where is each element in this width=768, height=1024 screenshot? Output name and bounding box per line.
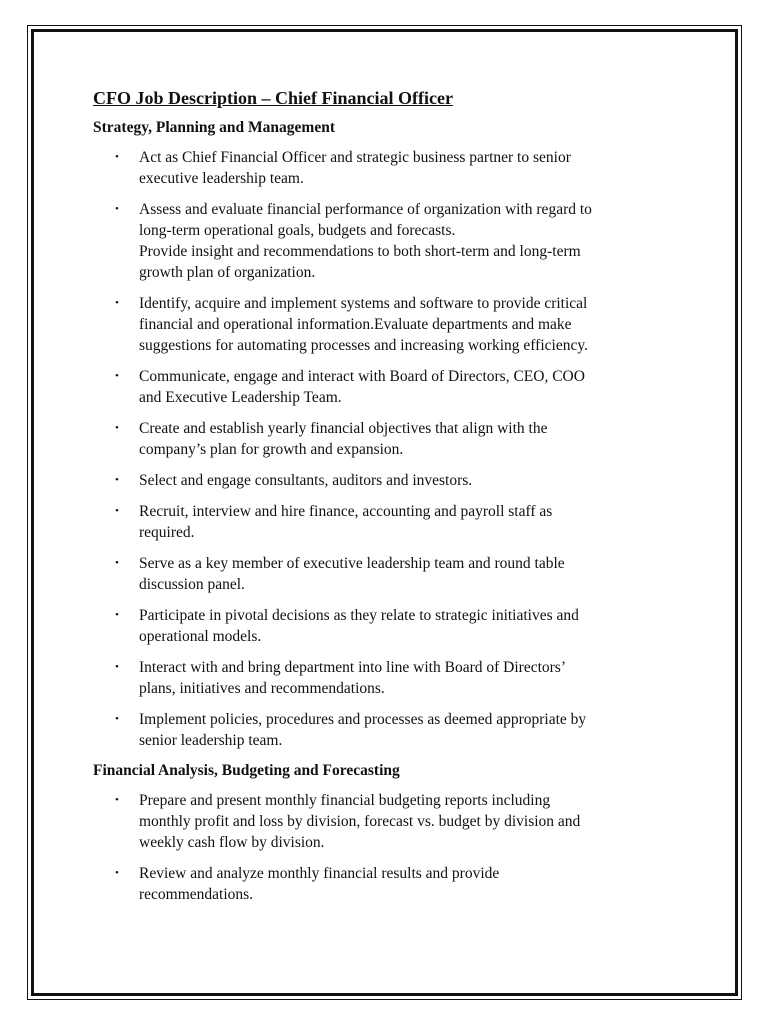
- list-item: [93, 199, 678, 283]
- list-item-line: and Executive Leadership Team.: [139, 389, 342, 406]
- list-item: [93, 657, 678, 699]
- list-item-line: Review and analyze monthly financial results and provide: [139, 865, 500, 882]
- list-item-line: Serve as a key member of executive leadership team and round table: [139, 555, 565, 572]
- list-item: [93, 470, 678, 491]
- bullet-icon: •: [115, 609, 119, 621]
- bullet-icon: •: [115, 474, 119, 486]
- list-item-line: financial and operational information.Evaluate departments and make: [139, 316, 572, 333]
- section-strategy: [93, 118, 678, 751]
- list-item: [93, 553, 678, 595]
- list-item-line: Create and establish yearly financial objectives that align with the: [139, 420, 548, 437]
- list-item-line: monthly profit and loss by division, forecast vs. budget by division and: [139, 813, 581, 830]
- bullet-icon: •: [115, 422, 119, 434]
- list-item-line: weekly cash flow by division.: [139, 834, 325, 851]
- bullet-icon: •: [115, 370, 119, 382]
- list-item: [93, 709, 678, 751]
- list-item: [93, 293, 678, 356]
- section-financial-analysis: [93, 761, 678, 905]
- list-item-line: long-term operational goals, budgets and forecasts.: [139, 222, 456, 239]
- bullet-icon: •: [115, 557, 119, 569]
- bullet-icon: •: [115, 151, 119, 163]
- list-item-line: senior leadership team.: [139, 732, 283, 749]
- list-item-line: Recruit, interview and hire finance, accounting and payroll staff as: [139, 503, 553, 520]
- document-body: [93, 86, 678, 915]
- list-item-line: company’s plan for growth and expansion.: [139, 441, 404, 458]
- list-item-line: Select and engage consultants, auditors and investors.: [139, 472, 473, 489]
- list-item-line: Assess and evaluate financial performance of organization with regard to: [139, 201, 592, 218]
- list-item-line: Interact with and bring department into line with Board of Directors’: [139, 659, 566, 676]
- bullet-icon: •: [115, 203, 119, 215]
- list-item-line: Participate in pivotal decisions as they relate to strategic initiatives and: [139, 607, 579, 624]
- document-title: CFO Job Description – Chief Financial Officer: [93, 88, 453, 108]
- list-item: [93, 605, 678, 647]
- list-item: [93, 863, 678, 905]
- list-item-line: Communicate, engage and interact with Board of Directors, CEO, COO: [139, 368, 585, 385]
- section-heading: Financial Analysis, Budgeting and Forecasting: [93, 762, 400, 779]
- list-item: [93, 147, 678, 189]
- list-item-line: Provide insight and recommendations to both short-term and long-term: [139, 243, 581, 260]
- list-item-line: plans, initiatives and recommendations.: [139, 680, 385, 697]
- list-item-line: recommendations.: [139, 886, 254, 903]
- list-item-line: Identify, acquire and implement systems and software to provide critical: [139, 295, 588, 312]
- bullet-icon: •: [115, 867, 119, 879]
- section-heading: Strategy, Planning and Management: [93, 119, 335, 136]
- list-item-line: Act as Chief Financial Officer and strategic business partner to senior: [139, 149, 571, 166]
- list-item: [93, 366, 678, 408]
- list-item-line: operational models.: [139, 628, 262, 645]
- bullet-icon: •: [115, 661, 119, 673]
- list-item: [93, 501, 678, 543]
- list-item-line: discussion panel.: [139, 576, 245, 593]
- bullet-list: [93, 790, 678, 905]
- bullet-list: [93, 147, 678, 751]
- bullet-icon: •: [115, 713, 119, 725]
- bullet-icon: •: [115, 794, 119, 806]
- list-item-line: Prepare and present monthly financial budgeting reports including: [139, 792, 551, 809]
- list-item-line: growth plan of organization.: [139, 264, 316, 281]
- bullet-icon: •: [115, 297, 119, 309]
- list-item-line: required.: [139, 524, 195, 541]
- list-item-line: executive leadership team.: [139, 170, 304, 187]
- list-item-line: Implement policies, procedures and processes as deemed appropriate by: [139, 711, 587, 728]
- list-item: [93, 418, 678, 460]
- list-item-line: suggestions for automating processes and increasing working efficiency.: [139, 337, 588, 354]
- list-item: [93, 790, 678, 853]
- bullet-icon: •: [115, 505, 119, 517]
